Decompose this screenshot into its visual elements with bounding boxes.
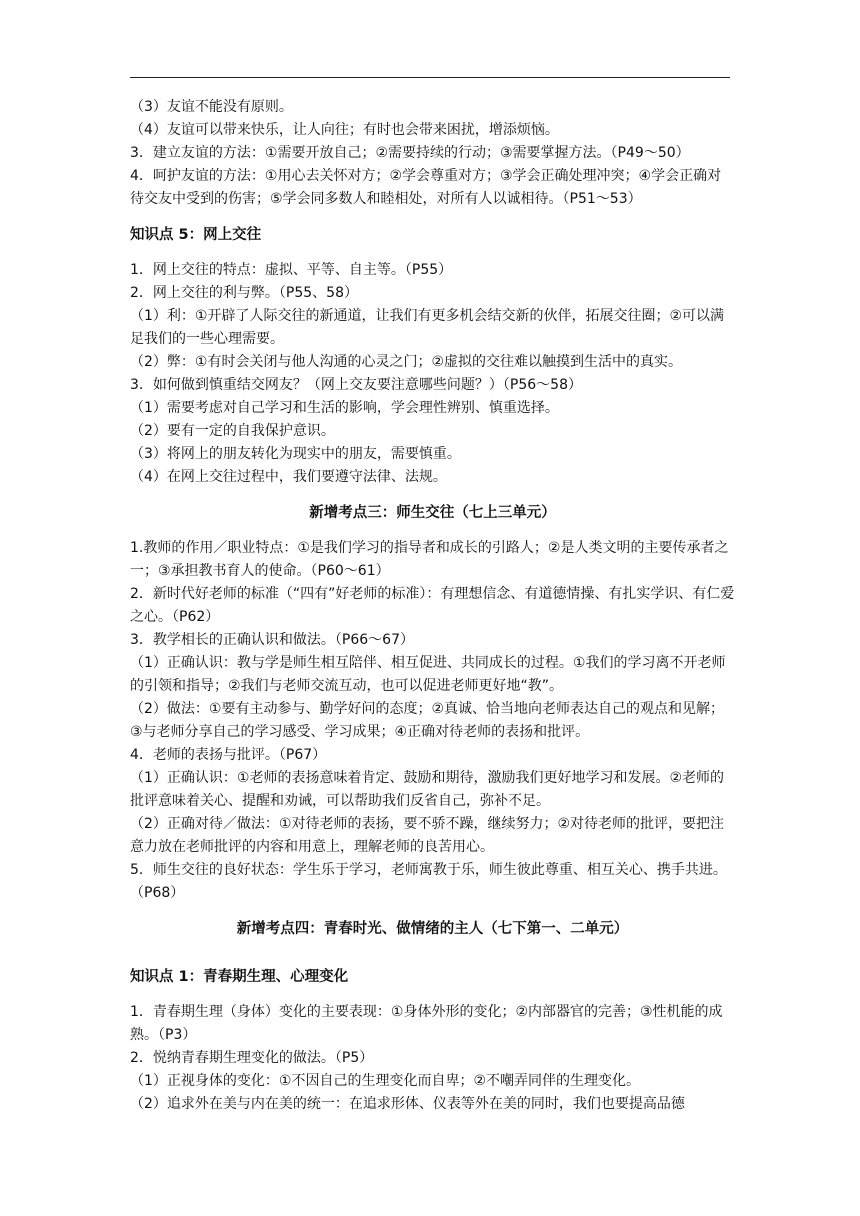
- section-heading: 知识点 1：青春期生理、心理变化: [130, 969, 349, 985]
- paragraph: （2）要有一定的自我保护意识。: [130, 423, 335, 439]
- chapter-heading: 新增考点四：青春时光、做情绪的主人（七下第一、二单元）: [236, 921, 629, 937]
- paragraph: （3）将网上的朋友转化为现实中的朋友，需要慎重。: [130, 446, 461, 462]
- paragraph: （4）在网上交往过程中，我们要遵守法律、法规。: [130, 469, 447, 485]
- paragraph: 3．教学相长的正确认识和做法。（P66～67）: [130, 632, 414, 648]
- paragraph: （1）正确认识：教与学是师生相互陪伴、相互促进、共同成长的过程。①我们的学习离不开老师的引领和指导；②我们与老师交流互动，也可以促进老师更好地“教”。: [130, 655, 726, 694]
- paragraph: 4．呵护友谊的方法：①用心去关怀对方；②学会尊重对方；③学会正确处理冲突；④学会正确对待交友中受到的伤害；⑤学会同多数人和睦相处，对所有人以诚相待。（P51～53）: [130, 168, 722, 207]
- chapter-heading: 新增考点三：师生交往（七上三单元）: [309, 505, 556, 521]
- paragraph: 2．新时代好老师的标准（“四有”好老师的标准）：有理想信念、有道德情操、有扎实学识、有仁爱之心。（P62）: [130, 586, 735, 625]
- paragraph: 3．建立友谊的方法：①需要开放自己；②需要持续的行动；③需要掌握方法。（P49～50）: [130, 145, 690, 161]
- paragraph: （2）做法：①要有主动参与、勤学好问的态度；②真诚、恰当地向老师表达自己的观点和见解；③与老师分享自己的学习感受、学习成果；④正确对待老师的表扬和批评。: [130, 701, 725, 740]
- paragraph: 4．老师的表扬与批评。（P67）: [130, 747, 327, 763]
- paragraph: 5．师生交往的良好状态：学生乐于学习，老师寓教于乐，师生彼此尊重、相互关心、携手共进。（P68）: [130, 862, 727, 901]
- paragraph: （1）正视身体的变化：①不因自己的生理变化而自卑；②不嘲弄同伴的生理变化。: [130, 1073, 641, 1089]
- section-heading: 知识点 5：网上交往: [130, 227, 262, 243]
- paragraph: 1．网上交往的特点：虚拟、平等、自主等。（P55）: [130, 262, 453, 278]
- paragraph: （4）友谊可以带来快乐，让人向往；有时也会带来困扰，增添烦恼。: [130, 122, 559, 138]
- header-rule: [130, 77, 730, 78]
- paragraph: （1）利：①开辟了人际交往的新通道，让我们有更多机会结交新的伙伴，拓展交往圈；②可以满足我们的一些心理需要。: [130, 308, 725, 347]
- paragraph: 1．青春期生理（身体）变化的主要表现：①身体外形的变化；②内部器官的完善；③性机能的成熟。（P3）: [130, 1004, 723, 1043]
- paragraph: （1）正确认识：①老师的表扬意味着肯定、鼓励和期待，激励我们更好地学习和发展。②老师的批评意味着关心、提醒和劝诫，可以帮助我们反省自己，弥补不足。: [130, 770, 725, 809]
- paragraph: （2）正确对待／做法：①对待老师的表扬，要不骄不躁，继续努力；②对待老师的批评，要把注意力放在老师批评的内容和用意上，理解老师的良苦用心。: [130, 816, 725, 855]
- paragraph: 2．悦纳青春期生理变化的做法。（P5）: [130, 1050, 374, 1066]
- paragraph: （1）需要考虑对自己学习和生活的影响，学会理性辨别、慎重选择。: [130, 400, 559, 416]
- paragraph: 2．网上交往的利与弊。（P55、58）: [130, 285, 358, 301]
- paragraph: （3）友谊不能没有原则。: [130, 99, 293, 115]
- document-body: [130, 96, 735, 1116]
- paragraph: 1.教师的作用／职业特点：①是我们学习的指导者和成长的引路人；②是人类文明的主要传承者之一；③承担教书育人的使命。（P60～61）: [130, 540, 729, 579]
- paragraph: 3．如何做到慎重结交网友？（网上交友要注意哪些问题？）（P56～58）: [130, 377, 582, 393]
- paragraph: （2）弊：①有时会关闭与他人沟通的心灵之门；②虚拟的交往难以触摸到生活中的真实。: [130, 354, 683, 370]
- paragraph: （2）追求外在美与内在美的统一：在追求形体、仪表等外在美的同时，我们也要提高品德: [130, 1096, 685, 1112]
